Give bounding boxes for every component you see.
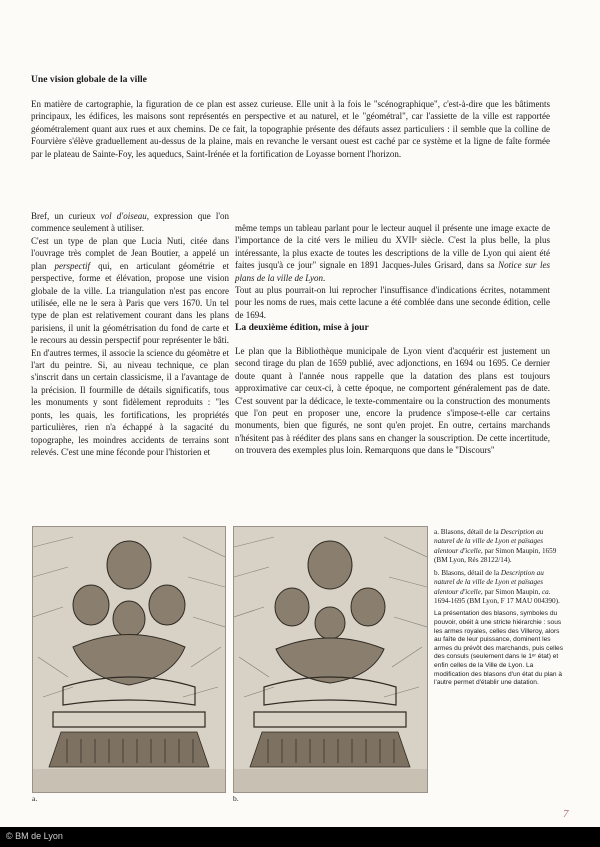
page-number: 7 [563,808,569,820]
caption-b: b. Blasons, détail de la Description au naturel de la ville de Lyon et païsages alentour d'icelle, par Simon Maupin, ca. 1694-1695 (BM Lyon, F 17 MAU 004390). [434,569,560,606]
footer-bar [0,827,600,847]
figure-captions [434,528,564,692]
copyright-credit: © BM de Lyon [6,831,63,841]
section-title-vision: Une vision globale de la ville [31,74,147,85]
paragraph-seconde-edition: Tout au plus pourrait-on lui reprocher l'insuffisance d'indications écrites, notamment pour les noms de rues, mais cette lacune a été comblée dans une seconde édition, celle de 1694. [235,285,550,320]
paragraph-cartographie: En matière de cartographie, la figuration de ce plan est assez curieuse. Elle unit à la fois le "scénographique", c'est-à-dire que les bâtiments principaux, les édifices, les maisons sont représentés en perspective et au naturel, et le "géométral", car l'assiette de la ville est rapportée géométralement quant aux rues et aux chemins. De ce fait, la topographie présente des défauts assez particuliers : il semble que la colline de Fourvière s'élève graduellement au-dessus de la plaine, mais en revanche le versant ouest est caché par ce système et la ligne de faîte formée par le plateau de Sainte-Foy, les aqueducs, Saint-Irénée et la fortification de Loyasse bornent l'horizon. [31,99,550,159]
paragraph-plan-perspectif: C'est un type de plan que Lucia Nuti, citée dans l'ouvrage très complet de Jean Boutier, a appelé un plan perspectif qui, en articulant géométrie et perspective, forme et élévation, propose une vision globale de la ville. La triangulation n'est pas encore utilisée, elle ne le sera à Paris que vers 1670. Un tel type de plan est relativement courant dans les plans parisiens, il unit la géométrisation du fond de carte et le recours au dessin perspectif pour représenter le bâti. En d'autres termes, il associe la science du géomètre et l'art du peintre. Si, au niveau technique, ce plan s'inscrit dans un certain classicisme, il a l'avantage de la précision. Il fourmille de détails significatifs, tous les monuments y sont fidèlement reproduits : "les ponts, les quais, les fortifications, les propriétés particulières, rien n'a échappé à la sagacité du topographe, les moindres accidents de terrains sont relevés. C'est une mine féconde pour l'historien et [31,236,229,457]
section-title-deuxieme-edition: La deuxième édition, mise à jour [235,322,369,333]
figure-label-a: a. [32,794,38,803]
caption-a: a. Blasons, détail de la Description au naturel de la ville de Lyon et païsages alentour d'icelle, par Simon Maupin, 1659 (BM Lyon, Rés 28122/14). [434,528,557,564]
paragraph-second-tirage: Le plan que la Bibliothèque municipale de Lyon vient d'acquérir est justement un second tirage du plan de 1659 publié, avec adjonctions, en 1694 ou 1695. Ce dernier doute quant à l'année nous rappelle que la datation des plans est toujours approximative car ceux-ci, à cette époque, ne comportent généralement pas de date. C'est souvent par la dédicace, le texte-commentaire ou la construction des monuments que l'on peut en proposer une, encore la prudence s'impose-t-elle car certains monuments, bien que figurés, ne sont qu'en projet. En outre, certains marchands n'hésitent pas à rééditer des plans sans en changer la souscription. De cette incertitude, on trouvera des exemples plus loin. Remarquons que dans le "Discours" [235,346,550,456]
paragraph-grisard: même temps un tableau parlant pour le lecteur auquel il présente une image exacte de l'importance de la cité vers le milieu du XVIIᵉ siècle. C'est la plus belle, la plus intéressante, la plus exacte de toutes les descriptions de la ville de Lyon qui aient été faites jusqu'à ce jour" signale en 1891 Jacques-Jules Grisard, dans sa Notice sur les plans de la ville de Lyon. [235,223,550,283]
engraving-blasons-1659 [32,526,226,793]
engraving-blasons-1694 [233,526,428,793]
caption-note: La présentation des blasons, symboles du pouvoir, obéit à une stricte hiérarchie : sous les armes royales, celles des Villeroy, alors au faîte de leur puissance, dominent les armes du prévôt des marchands, puis celles des consuls (seulement dans le 1ᵉʳ état) et enfin celles de la Ville de Lyon. La modification des blasons d'un état du plan à l'autre permet d'établir une datation. [434,610,564,687]
figure-label-b: b. [233,794,239,803]
paragraph-vol-oiseau: Bref, un curieux vol d'oiseau, expression que l'on commence seulement à utiliser. [31,211,229,234]
